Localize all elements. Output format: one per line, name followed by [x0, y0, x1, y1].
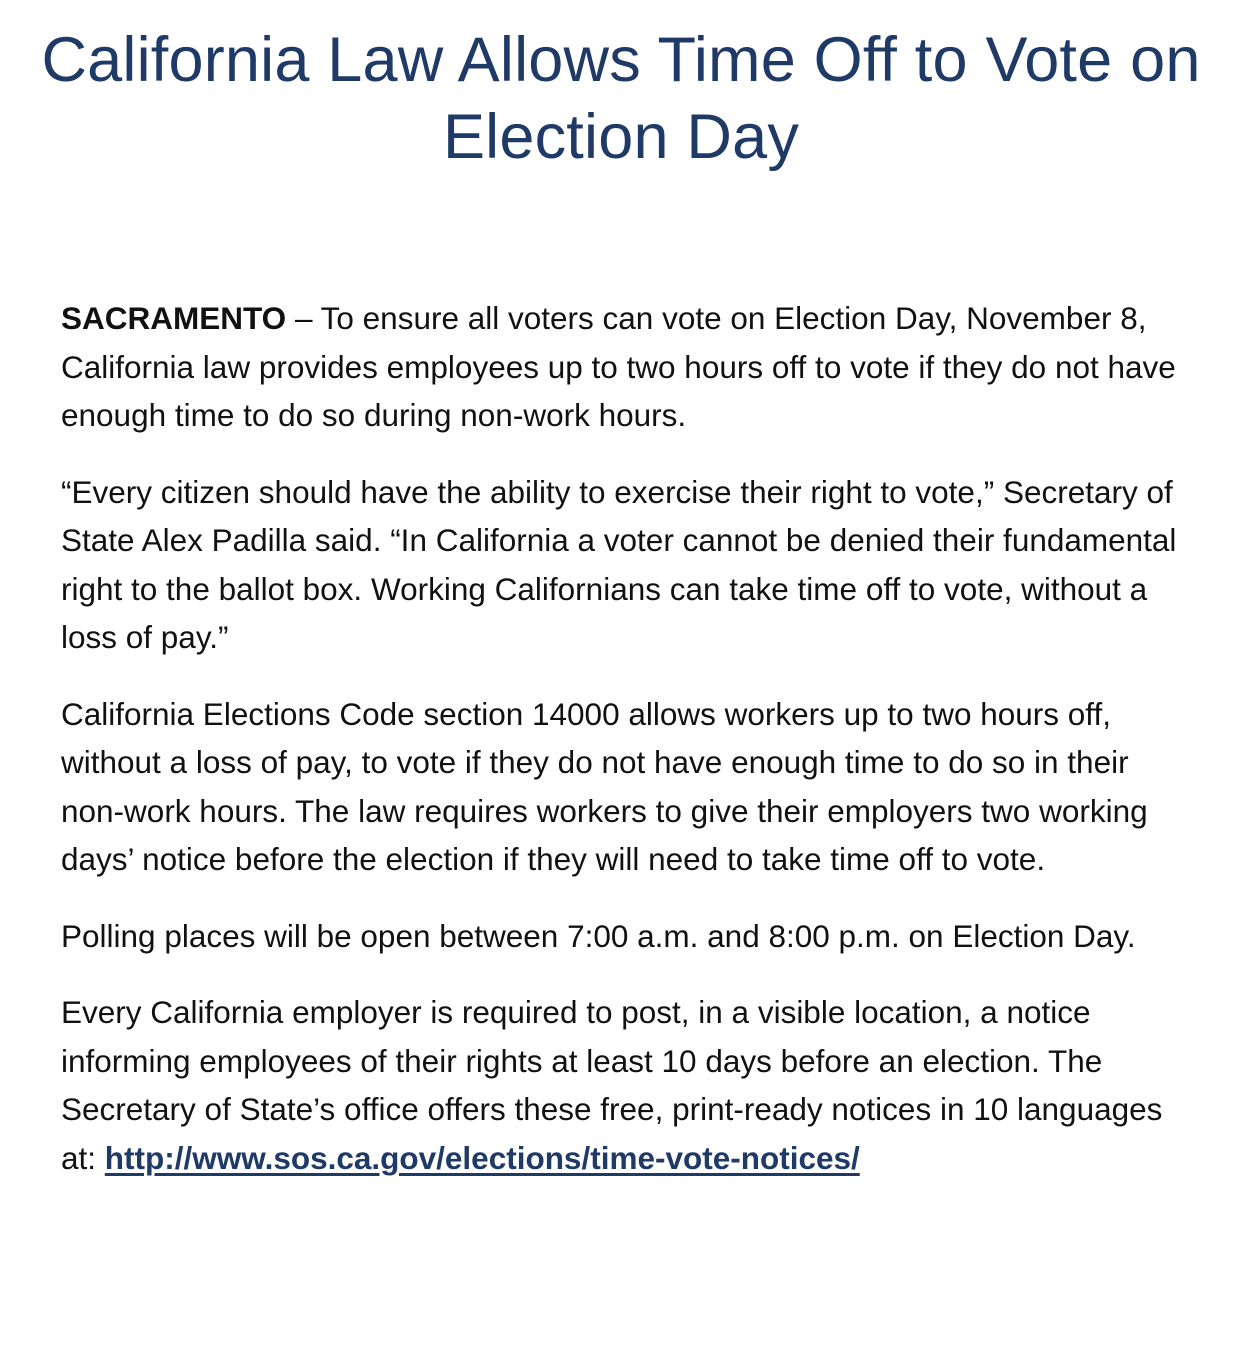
intro-text: – To ensure all voters can vote on Election Day, November 8, California law provides employees up to two hours off to vote if they do not have enough time to do so during non-work hours. [61, 300, 1176, 433]
notices-link[interactable]: http://www.sos.ca.gov/elections/time-vote-notices/ [104, 1139, 860, 1176]
dateline: SACRAMENTO [61, 300, 287, 336]
paragraph-intro [61, 294, 1196, 440]
article-body [61, 294, 1196, 1210]
paragraph-polling-hours: Polling places will be open between 7:00 a.m. and 8:00 p.m. on Election Day. [61, 917, 1136, 954]
paragraph-quote: “Every citizen should have the ability to exercise their right to vote,” Secretary of State Alex Padilla said. “In California a voter cannot be denied their fundamental right to the ballot box. Working Californians can take time off to vote, without a loss of pay.” [61, 473, 1177, 655]
paragraph-employer-notice [61, 988, 1196, 1182]
notice-text: Every California employer is required to post, in a visible location, a notice informing employees of their rights at least 10 days before an election. The Secretary of State’s office offers these free, print-ready notices in 10 languages at: [61, 994, 1163, 1176]
headline: California Law Allows Time Off to Vote on Election Day [41, 25, 1201, 172]
paragraph-elections-code: California Elections Code section 14000 allows workers up to two hours off, without a loss of pay, to vote if they do not have enough time to do so in their non-work hours. The law requires workers to give their employers two working days’ notice before the election if they will need to take time off to vote. [61, 695, 1148, 877]
